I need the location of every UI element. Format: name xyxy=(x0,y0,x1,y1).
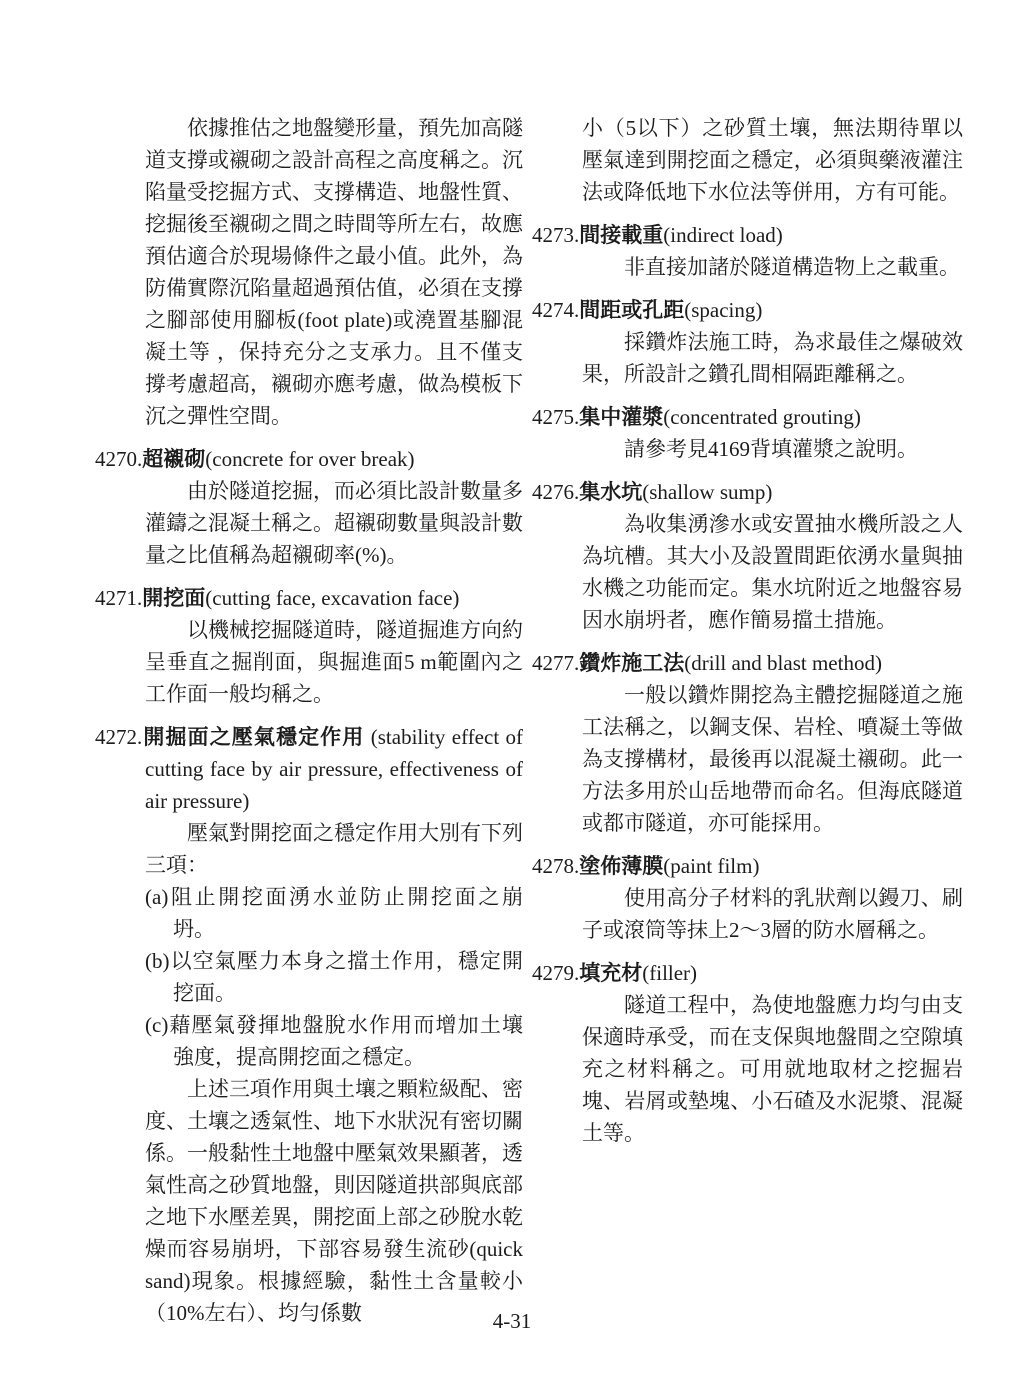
entry-heading xyxy=(532,957,963,989)
entry-number: 4277. xyxy=(532,651,580,675)
entry-english-gloss: (indirect load) xyxy=(663,223,783,247)
glossary-entry-4270 xyxy=(95,443,523,571)
entry-english-gloss: (paint film) xyxy=(663,854,760,878)
glossary-entry-4274 xyxy=(532,294,963,390)
list-item-b: (b)以空氣壓力本身之擋土作用，穩定開挖面。 xyxy=(145,949,523,1005)
entry-term: 塗佈薄膜 xyxy=(579,854,664,878)
entry-heading xyxy=(532,294,963,326)
entry-term: 集中灌漿 xyxy=(579,405,664,429)
glossary-entry-4275 xyxy=(532,401,963,465)
entry-term: 超襯砌 xyxy=(142,447,206,471)
continuation-paragraph-block xyxy=(95,112,523,432)
body-paragraph: 使用高分子材料的乳狀劑以鏝刀、刷子或滾筒等抹上2～3層的防水層稱之。 xyxy=(582,886,963,942)
entry-number: 4275. xyxy=(532,405,580,429)
body-paragraph: 請參考見4169背填灌漿之說明。 xyxy=(624,437,918,461)
entry-term: 填充材 xyxy=(579,961,643,985)
list-item-a: (a)阻止開挖面湧水並防止開挖面之崩坍。 xyxy=(145,885,523,941)
text-column-right xyxy=(532,112,963,1149)
body-paragraph: 壓氣對開挖面之穩定作用大別有下列三項： xyxy=(145,821,523,877)
body-paragraph: 依據推估之地盤變形量，預先加高隧道支撐或襯砌之設計高程之高度稱之。沉陷量受挖掘方式、支撐構造、地盤性質、挖掘後至襯砌之間之時間等所左右，故應預估適合於現場條件之最小值。此外，為防備實際沉陷量超過預估值，必須在支撐之腳部使用腳板(foot plate)或澆置基腳混凝土等 ，保持充分之支承力。且不僅支撐考慮超高，襯砌亦應考慮，做為模板下沉之彈性空間。 xyxy=(145,116,523,428)
glossary-entry-4276 xyxy=(532,476,963,636)
entry-english-gloss: (shallow sump) xyxy=(642,480,773,504)
entry-term: 開挖面 xyxy=(142,586,206,610)
entry-number: 4274. xyxy=(532,298,580,322)
entry-heading xyxy=(532,219,963,251)
body-paragraph: 為收集湧滲水或安置抽水機所設之人為坑槽。其大小及設置間距依湧水量與抽水機之功能而定。集水坑附近之地盤容易因水崩坍者，應作簡易擋土措施。 xyxy=(582,512,963,632)
body-paragraph: 由於隧道挖掘，而必須比設計數量多灌鑄之混凝土稱之。超襯砌數量與設計數量之比值稱為超襯砌率(%)。 xyxy=(145,479,523,567)
entry-term: 間接載重 xyxy=(579,223,664,247)
entry-heading xyxy=(532,647,963,679)
body-paragraph: 非直接加諸於隧道構造物上之載重。 xyxy=(624,255,960,279)
glossary-entry-4277 xyxy=(532,647,963,839)
entry-number: 4273. xyxy=(532,223,580,247)
entry-heading xyxy=(532,476,963,508)
page-number: 4-31 xyxy=(492,1309,532,1333)
glossary-entry-4273 xyxy=(532,219,963,283)
entry-number: 4279. xyxy=(532,961,580,985)
entry-term: 開掘面之壓氣穩定作用 xyxy=(142,725,365,749)
entry-english-gloss: (spacing) xyxy=(684,298,763,322)
text-column-left xyxy=(95,112,523,1329)
continuation-paragraph-block xyxy=(532,112,963,208)
entry-english-gloss: (concrete for over break) xyxy=(205,447,415,471)
body-paragraph: 隧道工程中，為使地盤應力均勻由支保適時承受，而在支保與地盤間之空隙填充之材料稱之。可用就地取材之挖掘岩塊、岩屑或墊塊、小石碴及水泥漿、混凝土等。 xyxy=(582,993,963,1145)
body-paragraph: 採鑽炸法施工時，為求最佳之爆破效果，所設計之鑽孔間相隔距離稱之。 xyxy=(582,330,963,386)
entry-number: 4270. xyxy=(95,447,143,471)
body-paragraph: 小（5以下）之砂質土壤，無法期待單以壓氣達到開挖面之穩定，必須與藥液灌注法或降低地下水位法等併用，方有可能。 xyxy=(582,116,963,204)
entry-heading xyxy=(95,721,523,817)
entry-heading xyxy=(532,401,963,433)
entry-english-gloss: (stability effect of cutting face by air pressure, effectiveness of air pressure) xyxy=(145,725,524,813)
list-item-c: (c)藉壓氣發揮地盤脫水作用而增加土壤強度，提高開挖面之穩定。 xyxy=(145,1013,523,1069)
entry-english-gloss: (cutting face, excavation face) xyxy=(205,586,460,610)
entry-english-gloss: (drill and blast method) xyxy=(684,651,882,675)
glossary-entry-4278 xyxy=(532,850,963,946)
body-paragraph: 上述三項作用與土壤之顆粒級配、密度、土壤之透氣性、地下水狀況有密切關係。一般黏性土地盤中壓氣效果顯著，透氣性高之砂質地盤，則因隧道拱部與底部之地下水壓差異，開挖面上部之砂脫水乾燥而容易崩坍，下部容易發生流砂(quick sand)現象。根據經驗，黏性土含量較小（10%左右）、均勻係數 xyxy=(145,1077,523,1325)
glossary-entry-4279 xyxy=(532,957,963,1149)
entry-term: 集水坑 xyxy=(579,480,643,504)
entry-heading xyxy=(95,582,523,614)
entry-heading xyxy=(95,443,523,475)
entry-term: 間距或孔距 xyxy=(579,298,685,322)
entry-term: 鑽炸施工法 xyxy=(579,651,685,675)
glossary-entry-4271 xyxy=(95,582,523,710)
body-paragraph: 一般以鑽炸開挖為主體挖掘隧道之施工法稱之，以鋼支保、岩栓、噴凝土等做為支撐構材，最後再以混凝土襯砌。此一方法多用於山岳地帶而命名。但海底隧道或都市隧道，亦可能採用。 xyxy=(582,683,963,835)
entry-number: 4276. xyxy=(532,480,580,504)
entry-english-gloss: (filler) xyxy=(642,961,698,985)
entry-number: 4278. xyxy=(532,854,580,878)
page-footer xyxy=(0,1305,1024,1337)
entry-number: 4271. xyxy=(95,586,143,610)
entry-english-gloss: (concentrated grouting) xyxy=(663,405,861,429)
body-paragraph: 以機械挖掘隧道時，隧道掘進方向約呈垂直之掘削面，與掘進面5 m範圍內之工作面一般均稱之。 xyxy=(145,618,523,706)
entry-heading xyxy=(532,850,963,882)
entry-number: 4272. xyxy=(95,725,143,749)
glossary-entry-4272 xyxy=(95,721,523,1329)
